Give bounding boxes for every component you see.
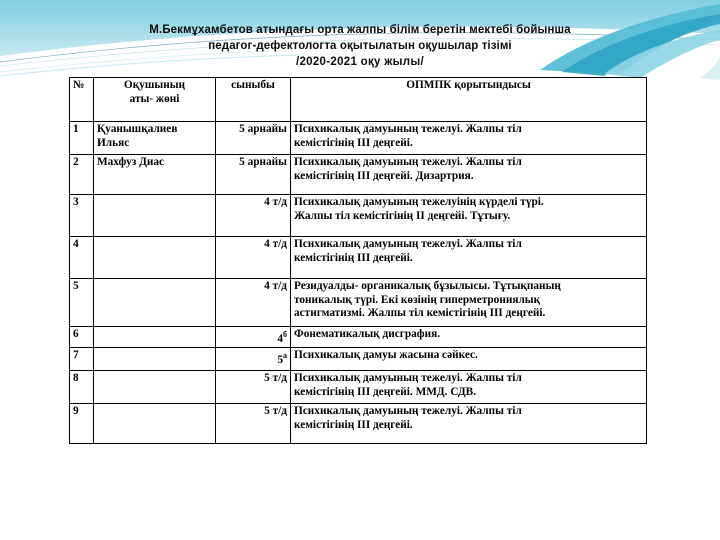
cell-student-name bbox=[94, 327, 216, 348]
cell-conclusion: Фонематикалық дисграфия. bbox=[291, 327, 647, 348]
conclusion-line2: кемістігінің III деңгейі. ММД. СДВ. bbox=[294, 385, 477, 398]
column-header-class: сыныбы bbox=[216, 78, 291, 122]
cell-conclusion: Психикалық дамуы жасына сәйкес. bbox=[291, 348, 647, 371]
title-line-1: М.Бекмұхамбетов атындағы орта жалпы білім беретін мектебі бойынша bbox=[149, 24, 571, 36]
cell-student-name bbox=[94, 404, 216, 444]
cell-class bbox=[216, 348, 291, 371]
cell-number: 6 bbox=[70, 327, 94, 348]
table-row bbox=[70, 371, 647, 404]
table-row bbox=[70, 279, 647, 327]
cell-class: 4 т/д bbox=[216, 195, 291, 237]
conclusion-line1: Психикалық дамуының тежелуінің күрделі түрі. bbox=[294, 196, 544, 208]
column-header-conclusion-text: ОПМПК қорытындысы bbox=[406, 79, 531, 91]
cell-class: 5 т/д bbox=[216, 404, 291, 444]
cell-conclusion bbox=[291, 404, 647, 444]
conclusion-line2: кемістігінің III деңгейі. Дизартрия. bbox=[294, 169, 474, 182]
student-roster-table bbox=[69, 77, 647, 444]
cell-class: 5 арнайы bbox=[216, 155, 291, 195]
conclusion-line2: кемістігінің III деңгейі. bbox=[294, 136, 413, 149]
student-name-line1: Қуанышқалиев bbox=[97, 123, 178, 135]
cell-class: 4 т/д bbox=[216, 237, 291, 279]
table-row bbox=[70, 348, 647, 371]
cell-number: 7 bbox=[70, 348, 94, 371]
cell-number: 3 bbox=[70, 195, 94, 237]
column-header-student-name bbox=[94, 78, 216, 122]
table-row bbox=[70, 237, 647, 279]
cell-class bbox=[216, 327, 291, 348]
class-letter-superscript: б bbox=[283, 330, 287, 339]
page-title bbox=[0, 22, 720, 70]
table-row bbox=[70, 155, 647, 195]
cell-conclusion bbox=[291, 237, 647, 279]
table-body bbox=[70, 122, 647, 444]
table-row bbox=[70, 404, 647, 444]
table-row bbox=[70, 327, 647, 348]
column-header-number: № bbox=[70, 78, 94, 122]
conclusion-line2: тоникалық түрі. Екі көзінің гиперметрониялық bbox=[294, 293, 541, 306]
conclusion-line2: Жалпы тіл кемістігінің II деңгейі. Тұтығу. bbox=[294, 209, 511, 222]
column-header-name-line1: Оқушының bbox=[123, 79, 186, 91]
cell-conclusion bbox=[291, 279, 647, 327]
cell-student-name bbox=[94, 155, 216, 195]
cell-class: 5 т/д bbox=[216, 371, 291, 404]
cell-class: 4 т/д bbox=[216, 279, 291, 327]
table-header bbox=[70, 78, 647, 122]
cell-number: 8 bbox=[70, 371, 94, 404]
conclusion-line1: Психикалық дамуының тежелуі. Жалпы тіл bbox=[294, 372, 522, 385]
cell-number: 4 bbox=[70, 237, 94, 279]
cell-student-name bbox=[94, 371, 216, 404]
cell-student-name bbox=[94, 279, 216, 327]
class-value: 5 bbox=[277, 354, 283, 367]
class-value: 4 bbox=[277, 332, 283, 345]
cell-conclusion bbox=[291, 195, 647, 237]
cell-student-name bbox=[94, 348, 216, 371]
cell-student-name bbox=[94, 237, 216, 279]
conclusion-line1: Резидуалды- органикалық бұзылысы. Тұтықпаның bbox=[294, 280, 561, 292]
cell-number: 1 bbox=[70, 122, 94, 155]
table-row bbox=[70, 195, 647, 237]
class-letter-superscript: а bbox=[283, 351, 287, 361]
conclusion-line2: кемістігінің III деңгейі. bbox=[294, 251, 413, 264]
cell-number: 2 bbox=[70, 155, 94, 195]
cell-class: 5 арнайы bbox=[216, 122, 291, 155]
column-header-conclusion bbox=[291, 78, 647, 122]
cell-conclusion bbox=[291, 155, 647, 195]
cell-conclusion bbox=[291, 371, 647, 404]
conclusion-line1: Психикалық дамуының тежелуі. Жалпы тіл bbox=[294, 405, 522, 418]
cell-conclusion bbox=[291, 122, 647, 155]
conclusion-line1: Психикалық дамуының тежелуі. Жалпы тіл bbox=[294, 156, 522, 168]
cell-number: 9 bbox=[70, 404, 94, 444]
table-row bbox=[70, 122, 647, 155]
title-line-3: /2020-2021 оқу жылы/ bbox=[295, 56, 425, 68]
student-name-line2: Ильяс bbox=[97, 136, 130, 149]
conclusion-line1: Психикалық дамуының тежелуі. Жалпы тіл bbox=[294, 238, 522, 250]
conclusion-line1: Психикалық дамуының тежелуі. Жалпы тіл bbox=[294, 123, 522, 135]
title-line-2: педагог-дефектологта оқытылатын оқушылар тізімі bbox=[208, 40, 512, 52]
student-name-line1: Махфуз Диас bbox=[97, 156, 165, 168]
column-header-name-line2: аты- жөні bbox=[129, 92, 180, 105]
cell-student-name bbox=[94, 195, 216, 237]
cell-number: 5 bbox=[70, 279, 94, 327]
conclusion-line2: кемістігінің III деңгейі. bbox=[294, 418, 413, 431]
cell-student-name bbox=[94, 122, 216, 155]
table-header-row bbox=[70, 78, 647, 122]
conclusion-line3: астигматизмі. Жалпы тіл кемістігінің III деңгейі. bbox=[294, 307, 546, 320]
